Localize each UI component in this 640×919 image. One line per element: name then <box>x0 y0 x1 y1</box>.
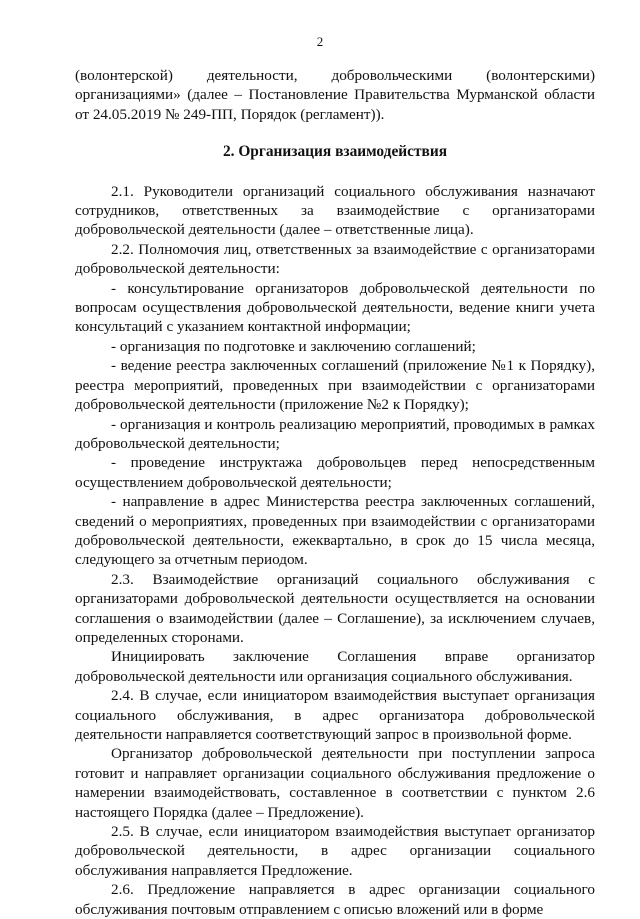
document-body <box>75 66 595 919</box>
paragraph-2-2: 2.2. Полномочия лиц, ответственных за взаимодействие с организаторами добровольческой деятельности: <box>75 240 595 278</box>
list-item-briefing: - проведение инструктажа добровольцев перед непосредственным осуществлением добровольческой деятельности; <box>75 454 595 491</box>
list-item-reporting: - направление в адрес Министерства реестра заключенных соглашений, сведений о мероприятиях, проведенных при взаимодействии с организаторами добровольческой деятельности, ежеквартально, в срок до 15 числа месяца, следующего за отчетным периодом. <box>75 493 595 569</box>
paragraph-2-1: 2.1. Руководители организаций социального обслуживания назначают сотрудников, ответственных за взаимодействие с организаторами добровольческой деятельности (далее – ответственные лица). <box>75 182 595 239</box>
list-item-registry: - ведение реестра заключенных соглашений (приложение №1 к Порядку), реестра мероприятий, проведенных при взаимодействии с организаторами добровольческой деятельности (приложение №2 к Порядку); <box>75 357 595 414</box>
list-item-agreements: - организация по подготовке и заключению соглашений; <box>111 337 476 355</box>
paragraph-initiate: Инициировать заключение Соглашения вправе организатор добровольческой деятельности или организация социального обслуживания. <box>75 648 595 685</box>
list-item-control: - организация и контроль реализацию мероприятий, проводимых в рамках добровольческой деятельности; <box>75 415 595 452</box>
paragraph-2-3: 2.3. Взаимодействие организаций социального обслуживания с организаторами добровольческой деятельности осуществляется на основании соглашения о взаимодействии (далее – Соглашение), за исключением случаев, определенных сторонами. <box>75 570 595 646</box>
paragraph-organizer-response: Организатор добровольческой деятельности при поступлении запроса готовит и направляет организации социального обслуживания предложение о намерении взаимодействовать, составленное в соответствии с пунктом 2.6 настоящего Порядка (далее – Предложение). <box>75 745 595 821</box>
paragraph-2-6: 2.6. Предложение направляется в адрес организации социального обслуживания почтовым отправлением с описью вложений или в форме <box>75 881 595 918</box>
intro-paragraph: (волонтерской) деятельности, добровольческими (волонтерскими) организациями» (далее – Постановление Правительства Мурманской области от 24.05.2019 № 249-ПП, Порядок (регламент)). <box>75 67 595 123</box>
section-title: 2. Организация взаимодействия <box>222 143 448 161</box>
page-number: 2 <box>316 34 324 49</box>
list-item-consulting: - консультирование организаторов добровольческой деятельности по вопросам осуществления добровольческой деятельности, ведение книги учета консультаций с указанием контактной информации; <box>75 279 595 336</box>
paragraph-2-5: 2.5. В случае, если инициатором взаимодействия выступает организатор добровольческой деятельности, в адрес организации социального обслуживания направляется Предложение. <box>75 823 595 879</box>
paragraph-2-4: 2.4. В случае, если инициатором взаимодействия выступает организация социального обслуживания, в адрес организатора добровольческой деятельности направляется соответствующий запрос в произвольной форме. <box>75 687 595 743</box>
